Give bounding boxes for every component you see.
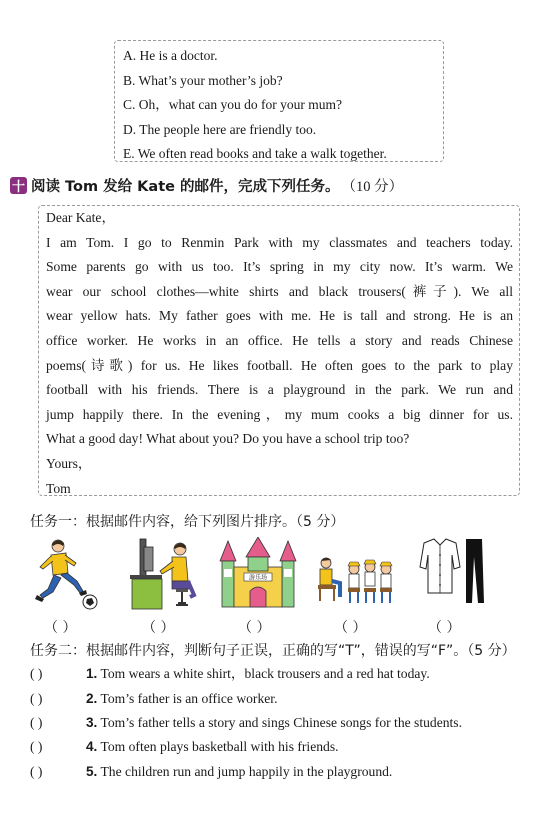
- judge-answer-blank[interactable]: ( ): [30, 666, 43, 681]
- judge-item-text: Tom’s father tells a story and sings Chinese songs for the students.: [97, 715, 462, 730]
- letter-line: wear our school clothes—white shirts and black trousers(裤子). We all: [46, 283, 513, 299]
- section-number-badge: 十: [10, 177, 27, 194]
- judge-item: [30, 663, 430, 685]
- judge-item: [30, 712, 462, 734]
- judge-answer-blank[interactable]: ( ): [30, 691, 43, 706]
- picture-answer-blank[interactable]: （ ）: [238, 620, 271, 636]
- option-e: E. We often read books and take a walk together.: [123, 146, 387, 161]
- letter-line: Some parents go with us too. It’s spring in my city now. It’s warm. We: [46, 259, 513, 275]
- judge-item-number: 2.: [86, 691, 98, 706]
- letter-line: wear yellow hats. My father goes with me. He is tall and strong. He is an: [46, 308, 513, 324]
- option-d: D. The people here are friendly too.: [123, 121, 317, 137]
- section-title: 阅读 Tom 发给 Kate 的邮件，完成下列任务。: [31, 179, 340, 195]
- judge-item: [30, 761, 392, 783]
- judge-item-number: 4.: [86, 739, 98, 754]
- judge-item: [30, 736, 339, 758]
- judge-item: [30, 688, 277, 710]
- section-heading: [10, 175, 403, 196]
- letter-line: Yours，: [46, 455, 92, 471]
- judge-item-text: Tom’s father is an office worker.: [97, 691, 278, 706]
- judge-item-number: 1.: [86, 666, 98, 681]
- man-computer-icon: [128, 537, 200, 612]
- judge-item-number: 5.: [86, 764, 98, 779]
- letter-line: poems(诗歌) for us. He likes football. He often goes to the park to play: [46, 357, 513, 373]
- children-story-icon: [314, 537, 396, 612]
- picture-answer-blank[interactable]: （ ）: [334, 620, 367, 636]
- judge-answer-blank[interactable]: ( ): [30, 715, 43, 730]
- playground-sign: 游乐场: [248, 574, 268, 582]
- letter-line: I am Tom. I go to Renmin Park with my classmates and teachers today.: [46, 234, 513, 250]
- option-c: C. Oh，what can you do for your mum?: [123, 97, 342, 112]
- picture-answer-blank[interactable]: （ ）: [44, 620, 77, 636]
- picture-answer-row: [0, 617, 538, 637]
- answer-options-box: [114, 40, 444, 162]
- section-score: （10 分）: [341, 179, 404, 195]
- judge-item-text: The children run and jump happily in the playground.: [97, 764, 393, 779]
- letter-line: jump happily there. In the evening，my mum cooks a big dinner for us.: [46, 406, 513, 422]
- judge-item-text: Tom often plays basketball with his friends.: [97, 739, 339, 754]
- option-a: A. He is a doctor.: [123, 48, 218, 63]
- castle-playground-icon: [218, 537, 298, 612]
- judge-item-number: 3.: [86, 715, 98, 730]
- letter-line: Tom: [46, 480, 71, 496]
- letter-line: football with his friends. There is a playground in the park. We run and: [46, 382, 513, 398]
- shirt-trousers-icon: [414, 537, 488, 612]
- letter-line: Dear Kate，: [46, 210, 116, 225]
- letter-line: office worker. He works in an office. He tells a story and reads Chinese: [46, 332, 513, 348]
- task2-title: 任务二：根据邮件内容，判断句子正误，正确的写“T”，错误的写“F”。（5 分）: [30, 643, 516, 659]
- boy-football-icon: [34, 537, 100, 612]
- judge-item-text: Tom wears a white shirt，black trousers and a red hat today.: [97, 666, 430, 681]
- judge-answer-blank[interactable]: ( ): [30, 739, 43, 754]
- option-b: B. What’s your mother’s job?: [123, 72, 283, 88]
- judge-answer-blank[interactable]: ( ): [30, 764, 43, 779]
- email-letter-box: [38, 205, 520, 496]
- picture-answer-blank[interactable]: （ ）: [142, 620, 175, 636]
- letter-line: What a good day! What about you? Do you have a school trip too?: [46, 431, 410, 447]
- picture-answer-blank[interactable]: （ ）: [428, 620, 461, 636]
- task1-title: 任务一：根据邮件内容，给下列图片排序。（5 分）: [30, 514, 345, 530]
